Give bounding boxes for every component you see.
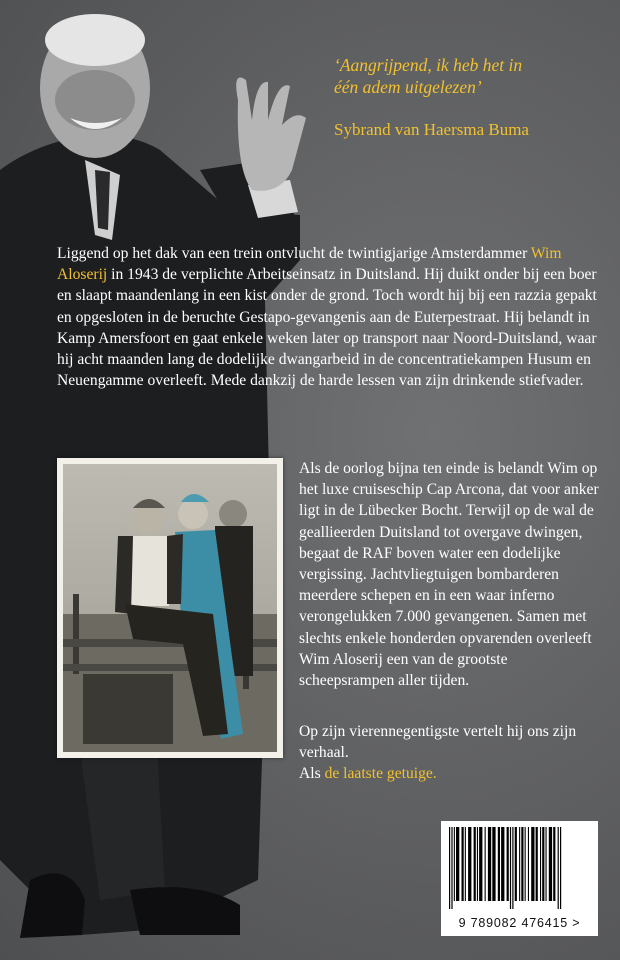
barcode-bar: [488, 827, 491, 901]
p1-text-2: in 1943 de verplichte Arbeitseinsatz in Duitsland. Hij duikt onder bij een boer en slaapt maandenlang in een kist onder de grond. Toch wordt hij bij een razzia gepakt en opgesloten in de beruchte Gestapo-gevangenis aan de Euterpestraat. Hij belandt in Kamp Amersfoort en gaat enkele weken later op transport naar Noord-Duitsland, waar hij acht maanden lang de dodelijke dwangarbeid in de concentratiekampen Husum en Neuengamme overleeft. Mede dankzij de harde lessen van zijn drinkende stiefvader.: [57, 266, 597, 390]
vintage-photo-image: [63, 464, 277, 752]
barcode-bar: [479, 827, 482, 901]
isbn-number: [441, 916, 598, 930]
blurb-paragraph-1: [57, 243, 602, 391]
barcode-bar: [465, 827, 466, 901]
barcode-bar: [501, 827, 504, 901]
p1-text-1: Liggend op het dak van een trein ontvlucht de twintigjarige Amsterdammer: [57, 245, 531, 262]
quote-line-2: één adem uitgelezen’: [334, 77, 482, 97]
barcode-bars: [447, 827, 592, 909]
barcode-bar: [474, 827, 476, 901]
barcode-bar: [549, 827, 552, 901]
barcode-bar: [560, 827, 561, 909]
blurb-paragraph-2: Als de oorlog bijna ten einde is belandt Wim op het luxe cruiseschip Cap Arcona, dat voor anker ligt in de Lübecker Bocht. Terwijl op de wal de geallieerden Duitsland tot overgave dwingen, begaat de RAF boven water een dodelijke vergissing. Jachtvliegtuigen bombarderen meerdere schepen en in een waar inferno verongelukken 7.000 gevangenen. Samen met slechts enkele honderden opvarenden overleeft Wim Aloserij een van de grootste scheepsrampen aller tijden.: [299, 460, 599, 690]
barcode-bar: [542, 827, 544, 901]
p3-line-1: Op zijn vierennegentigste vertelt hij ons zijn verhaal.: [299, 723, 577, 762]
endorsement-quote: [334, 54, 604, 98]
isbn-arrow: >: [572, 916, 581, 930]
barcode-bar: [451, 827, 452, 909]
barcode-bar: [485, 827, 486, 901]
isbn-digits: 9 789082 476415: [458, 916, 568, 930]
barcode-bar: [477, 827, 478, 901]
protagonist-name: Wim Aloserij: [57, 245, 562, 284]
barcode-bar: [536, 827, 538, 901]
barcode-bar: [498, 827, 500, 901]
barcode-bar: [546, 827, 547, 901]
barcode-bar: [449, 827, 450, 909]
barcode-bar: [519, 827, 520, 901]
p3-prefix: Als: [299, 765, 325, 783]
barcode-bar: [553, 827, 555, 901]
barcode-bar: [492, 827, 495, 901]
quote-line-1: ‘Aangrijpend, ik heb het in: [334, 55, 523, 75]
vintage-photo: [57, 458, 283, 758]
barcode-bar: [525, 827, 526, 901]
barcode-bar: [558, 827, 559, 909]
barcode-bar: [515, 827, 517, 901]
barcode-bar: [462, 827, 464, 901]
barcode-bar: [528, 827, 529, 901]
book-title-highlight: de laatste getuige.: [324, 765, 437, 783]
barcode-bar: [521, 827, 523, 901]
barcode-bar: [454, 827, 455, 901]
barcode-bar: [507, 827, 509, 901]
quote-author: Sybrand van Haersma Buma: [334, 120, 529, 139]
blurb-paragraph-3: [299, 721, 599, 785]
barcode-bar: [468, 827, 471, 901]
barcode-bar: [540, 827, 541, 901]
barcode-bar: [510, 827, 511, 909]
barcode-bar: [531, 827, 534, 901]
barcode-bar: [512, 827, 513, 909]
barcode-bar: [456, 827, 459, 901]
isbn-barcode: [441, 821, 598, 936]
